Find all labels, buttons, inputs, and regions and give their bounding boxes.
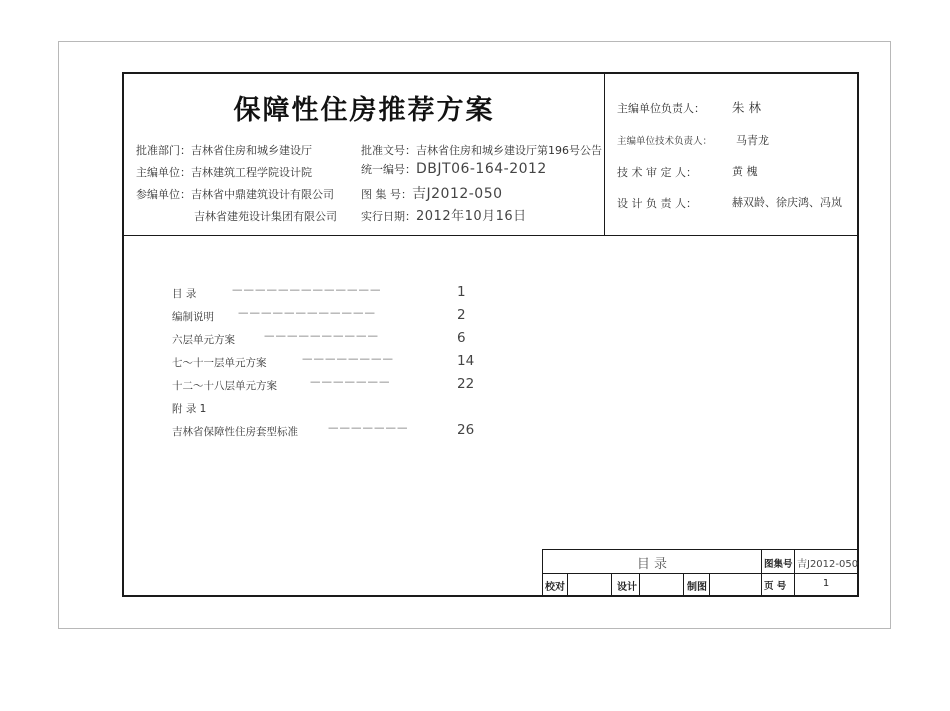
responsible-label-1: 主编单位负责人：: [617, 102, 705, 115]
document-title: 保障性住房推荐方案: [233, 95, 495, 126]
toc-leader: —————————————: [232, 284, 382, 296]
responsible-label-3: 技 术 审 定 人：: [617, 166, 697, 179]
title-block-divider: [567, 573, 568, 596]
drawing-label: 制图: [687, 582, 707, 593]
sheet-title: 目 录: [636, 557, 668, 572]
toc-item-title: 十二～十八层单元方案: [172, 380, 277, 392]
toc-item: [172, 401, 206, 416]
toc-item-page: 1: [457, 284, 466, 300]
title-block-divider: [639, 573, 640, 596]
participating-row-1: [136, 186, 334, 202]
toc-leader: ——————————: [264, 330, 379, 342]
responsible-label-2: 主编单位技术负责人：: [617, 136, 713, 147]
page-no-value: 1: [822, 578, 830, 589]
toc-item[interactable]: [172, 330, 466, 347]
participating-row-2: [194, 208, 337, 224]
title-block: [542, 549, 858, 596]
effective-date-value: 2012年10月16日: [416, 209, 527, 224]
chief-unit-value: 吉林建筑工程学院设计院: [191, 166, 312, 179]
chief-unit-row: [136, 164, 312, 180]
participating-unit-1: 吉林省中鼎建筑设计有限公司: [191, 188, 334, 201]
toc-item-title: 目 录: [172, 288, 197, 300]
approval-dept-row: [136, 142, 312, 158]
header-left-panel: [124, 74, 605, 235]
participating-unit-2: 吉林省建苑设计集团有限公司: [194, 210, 337, 223]
title-block-divider: [709, 573, 710, 596]
toc-item-title: 吉林省保障性住房套型标准: [172, 426, 298, 438]
toc-item-title: 附 录 1: [172, 403, 207, 415]
title-block-divider: [761, 550, 762, 596]
toc-item-title: 编制说明: [172, 311, 214, 323]
toc-leader: ————————: [302, 353, 394, 365]
atlas-no-label: 图 集 号：: [361, 188, 412, 201]
toc-item[interactable]: [172, 353, 475, 370]
approval-no-value: 吉林省住房和城乡建设厅第196号公告: [416, 144, 602, 157]
toc-item[interactable]: [172, 307, 466, 324]
title-block-divider: [543, 573, 858, 574]
approval-dept-label: 批准部门：: [136, 144, 191, 157]
participating-label: 参编单位：: [136, 188, 191, 201]
approval-no-label: 批准文号：: [361, 144, 416, 157]
toc-leader: ————————————: [238, 307, 376, 319]
atlas-no-label-cell: 图集号: [764, 559, 793, 570]
title-block-divider: [683, 573, 684, 596]
title-block-divider: [794, 550, 795, 596]
toc-item-title: 七～十一层单元方案: [172, 357, 267, 369]
check-label: 校对: [545, 582, 565, 593]
toc-item-page: 2: [457, 307, 466, 323]
responsible-name-4: 赫双龄、徐庆鸿、冯岚: [732, 196, 842, 209]
atlas-no-cell: 吉J2012-050: [797, 559, 859, 570]
header-block: [124, 74, 857, 236]
toc-leader: ———————: [310, 376, 391, 388]
approval-dept-value: 吉林省住房和城乡建设厅: [191, 144, 312, 157]
effective-date-label: 实行日期：: [361, 210, 416, 223]
toc-item[interactable]: [172, 422, 475, 439]
responsible-name-3: 黄 槐: [732, 165, 758, 178]
effective-date-row: [361, 205, 527, 224]
title-block-divider: [611, 573, 612, 596]
toc-item-title: 六层单元方案: [172, 334, 235, 346]
unified-no-label: 统一编号：: [361, 163, 416, 176]
design-label: 设计: [617, 582, 637, 593]
toc-item[interactable]: [172, 376, 475, 393]
toc-item-page: 26: [457, 422, 475, 438]
toc-item-page: 14: [457, 353, 475, 369]
toc-leader: ———————: [328, 422, 409, 434]
responsible-name-1: 朱 林: [732, 100, 761, 115]
toc-item-page: 6: [457, 330, 466, 346]
drawing-frame: [122, 72, 859, 597]
responsible-label-4: 设 计 负 责 人：: [617, 197, 697, 210]
responsible-name-2: 马青龙: [736, 134, 769, 147]
approval-no-row: [361, 142, 602, 158]
atlas-no-row: [361, 183, 503, 203]
toc-item[interactable]: [172, 284, 466, 301]
page-no-label: 页 号: [764, 581, 787, 592]
toc-item-page: 22: [457, 376, 475, 392]
unified-no-value: DBJT06-164-2012: [416, 161, 547, 177]
chief-unit-label: 主编单位：: [136, 166, 191, 179]
atlas-no-value: 吉J2012-050: [412, 186, 503, 202]
unified-no-row: [361, 161, 547, 177]
